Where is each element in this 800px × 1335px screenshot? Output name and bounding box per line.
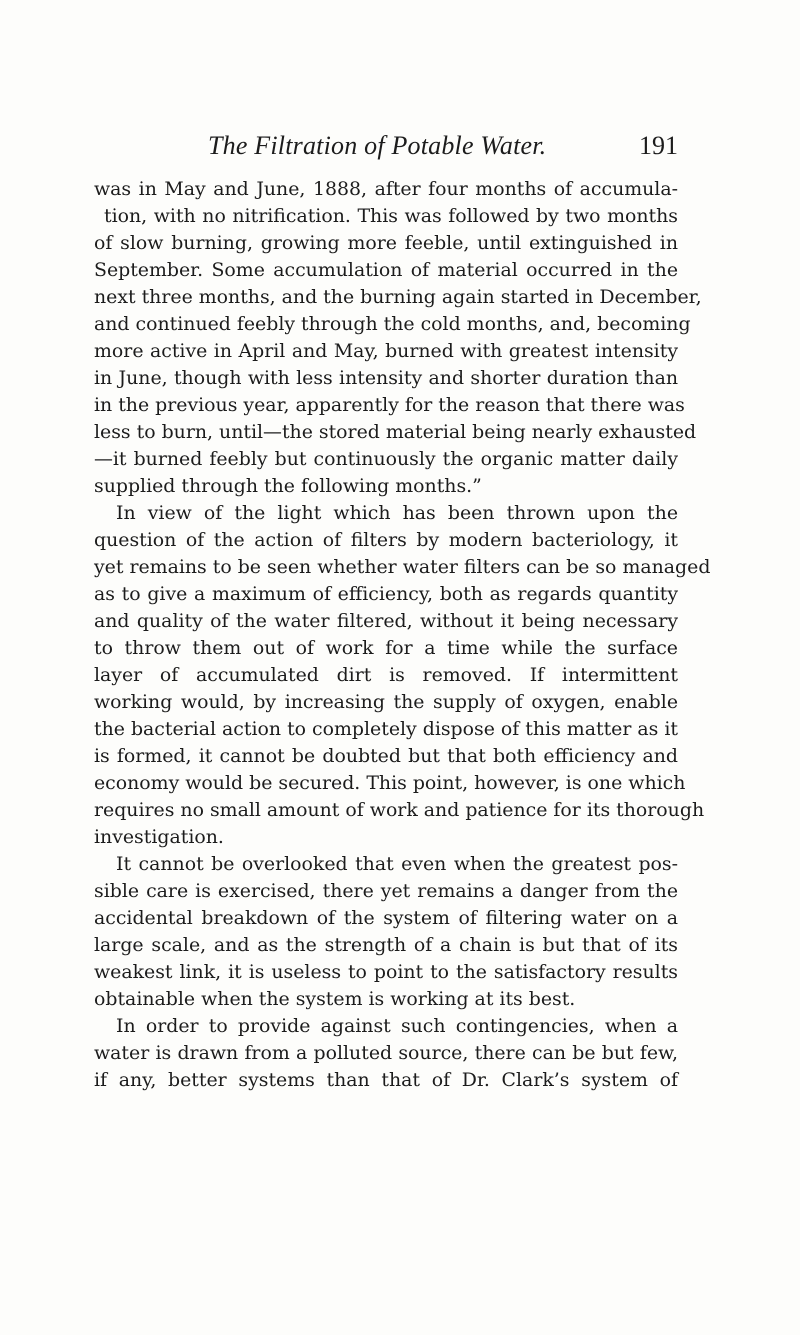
text-line: as to give a maximum of efficiency, both as regards quantity [94, 583, 678, 605]
text-line: of slow burning, growing more feeble, until extinguished in [94, 232, 678, 254]
text-line: economy would be secured. This point, however, is one which [94, 772, 686, 794]
text-line: less to burn, until—the stored material being nearly exhausted [94, 421, 697, 443]
text-line: water is drawn from a polluted source, there can be but few, [94, 1042, 678, 1064]
running-title: The Filtration of Potable Water. [208, 131, 547, 160]
text-line: to throw them out of work for a time while the surface [94, 637, 678, 659]
text-line: layer of accumulated dirt is removed. If intermittent [94, 664, 678, 686]
running-header [208, 128, 678, 164]
text-line: in June, though with less intensity and shorter duration than [94, 367, 678, 389]
text-line: and continued feebly through the cold months, and, becoming [94, 313, 691, 335]
text-line: It cannot be overlooked that even when the greatest pos- [116, 853, 678, 875]
text-line: accidental breakdown of the system of filtering water on a [94, 907, 678, 929]
text-line: and quality of the water filtered, without it being necessary [94, 610, 678, 632]
text-line: obtainable when the system is working at its best. [94, 988, 576, 1010]
text-line: yet remains to be seen whether water filters can be so managed [94, 556, 711, 578]
text-line: the bacterial action to completely dispose of this matter as it [94, 718, 678, 740]
text-line: next three months, and the burning again started in December, [94, 286, 702, 308]
text-line: was in May and June, 1888, after four months of accumula- [94, 178, 678, 200]
body-text [94, 176, 711, 1094]
text-line: question of the action of filters by modern bacteriology, it [94, 529, 678, 551]
text-line: requires no small amount of work and patience for its thorough [94, 799, 705, 821]
page-number: 191 [639, 131, 678, 160]
text-line: In order to provide against such contingencies, when a [116, 1015, 678, 1037]
text-line: more active in April and May, burned with greatest intensity [94, 340, 678, 362]
text-line: in the previous year, apparently for the reason that there was [94, 394, 685, 416]
text-line: tion, with no nitrification. This was followed by two months [104, 205, 678, 227]
text-line: working would, by increasing the supply of oxygen, enable [94, 691, 678, 713]
text-line: large scale, and as the strength of a chain is but that of its [94, 934, 678, 956]
text-line: supplied through the following months.” [94, 475, 482, 497]
text-line: In view of the light which has been thrown upon the [116, 502, 678, 524]
text-line: investigation. [94, 826, 224, 848]
text-line: is formed, it cannot be doubted but that both efficiency and [94, 745, 678, 767]
text-line: September. Some accumulation of material occurred in the [94, 259, 678, 281]
text-line: weakest link, it is useless to point to the satisfactory results [94, 961, 678, 983]
text-line: if any, better systems than that of Dr. Clark’s system of [94, 1069, 678, 1091]
text-line: —it burned feebly but continuously the organic matter daily [94, 448, 678, 470]
text-line: sible care is exercised, there yet remains a danger from the [94, 880, 678, 902]
